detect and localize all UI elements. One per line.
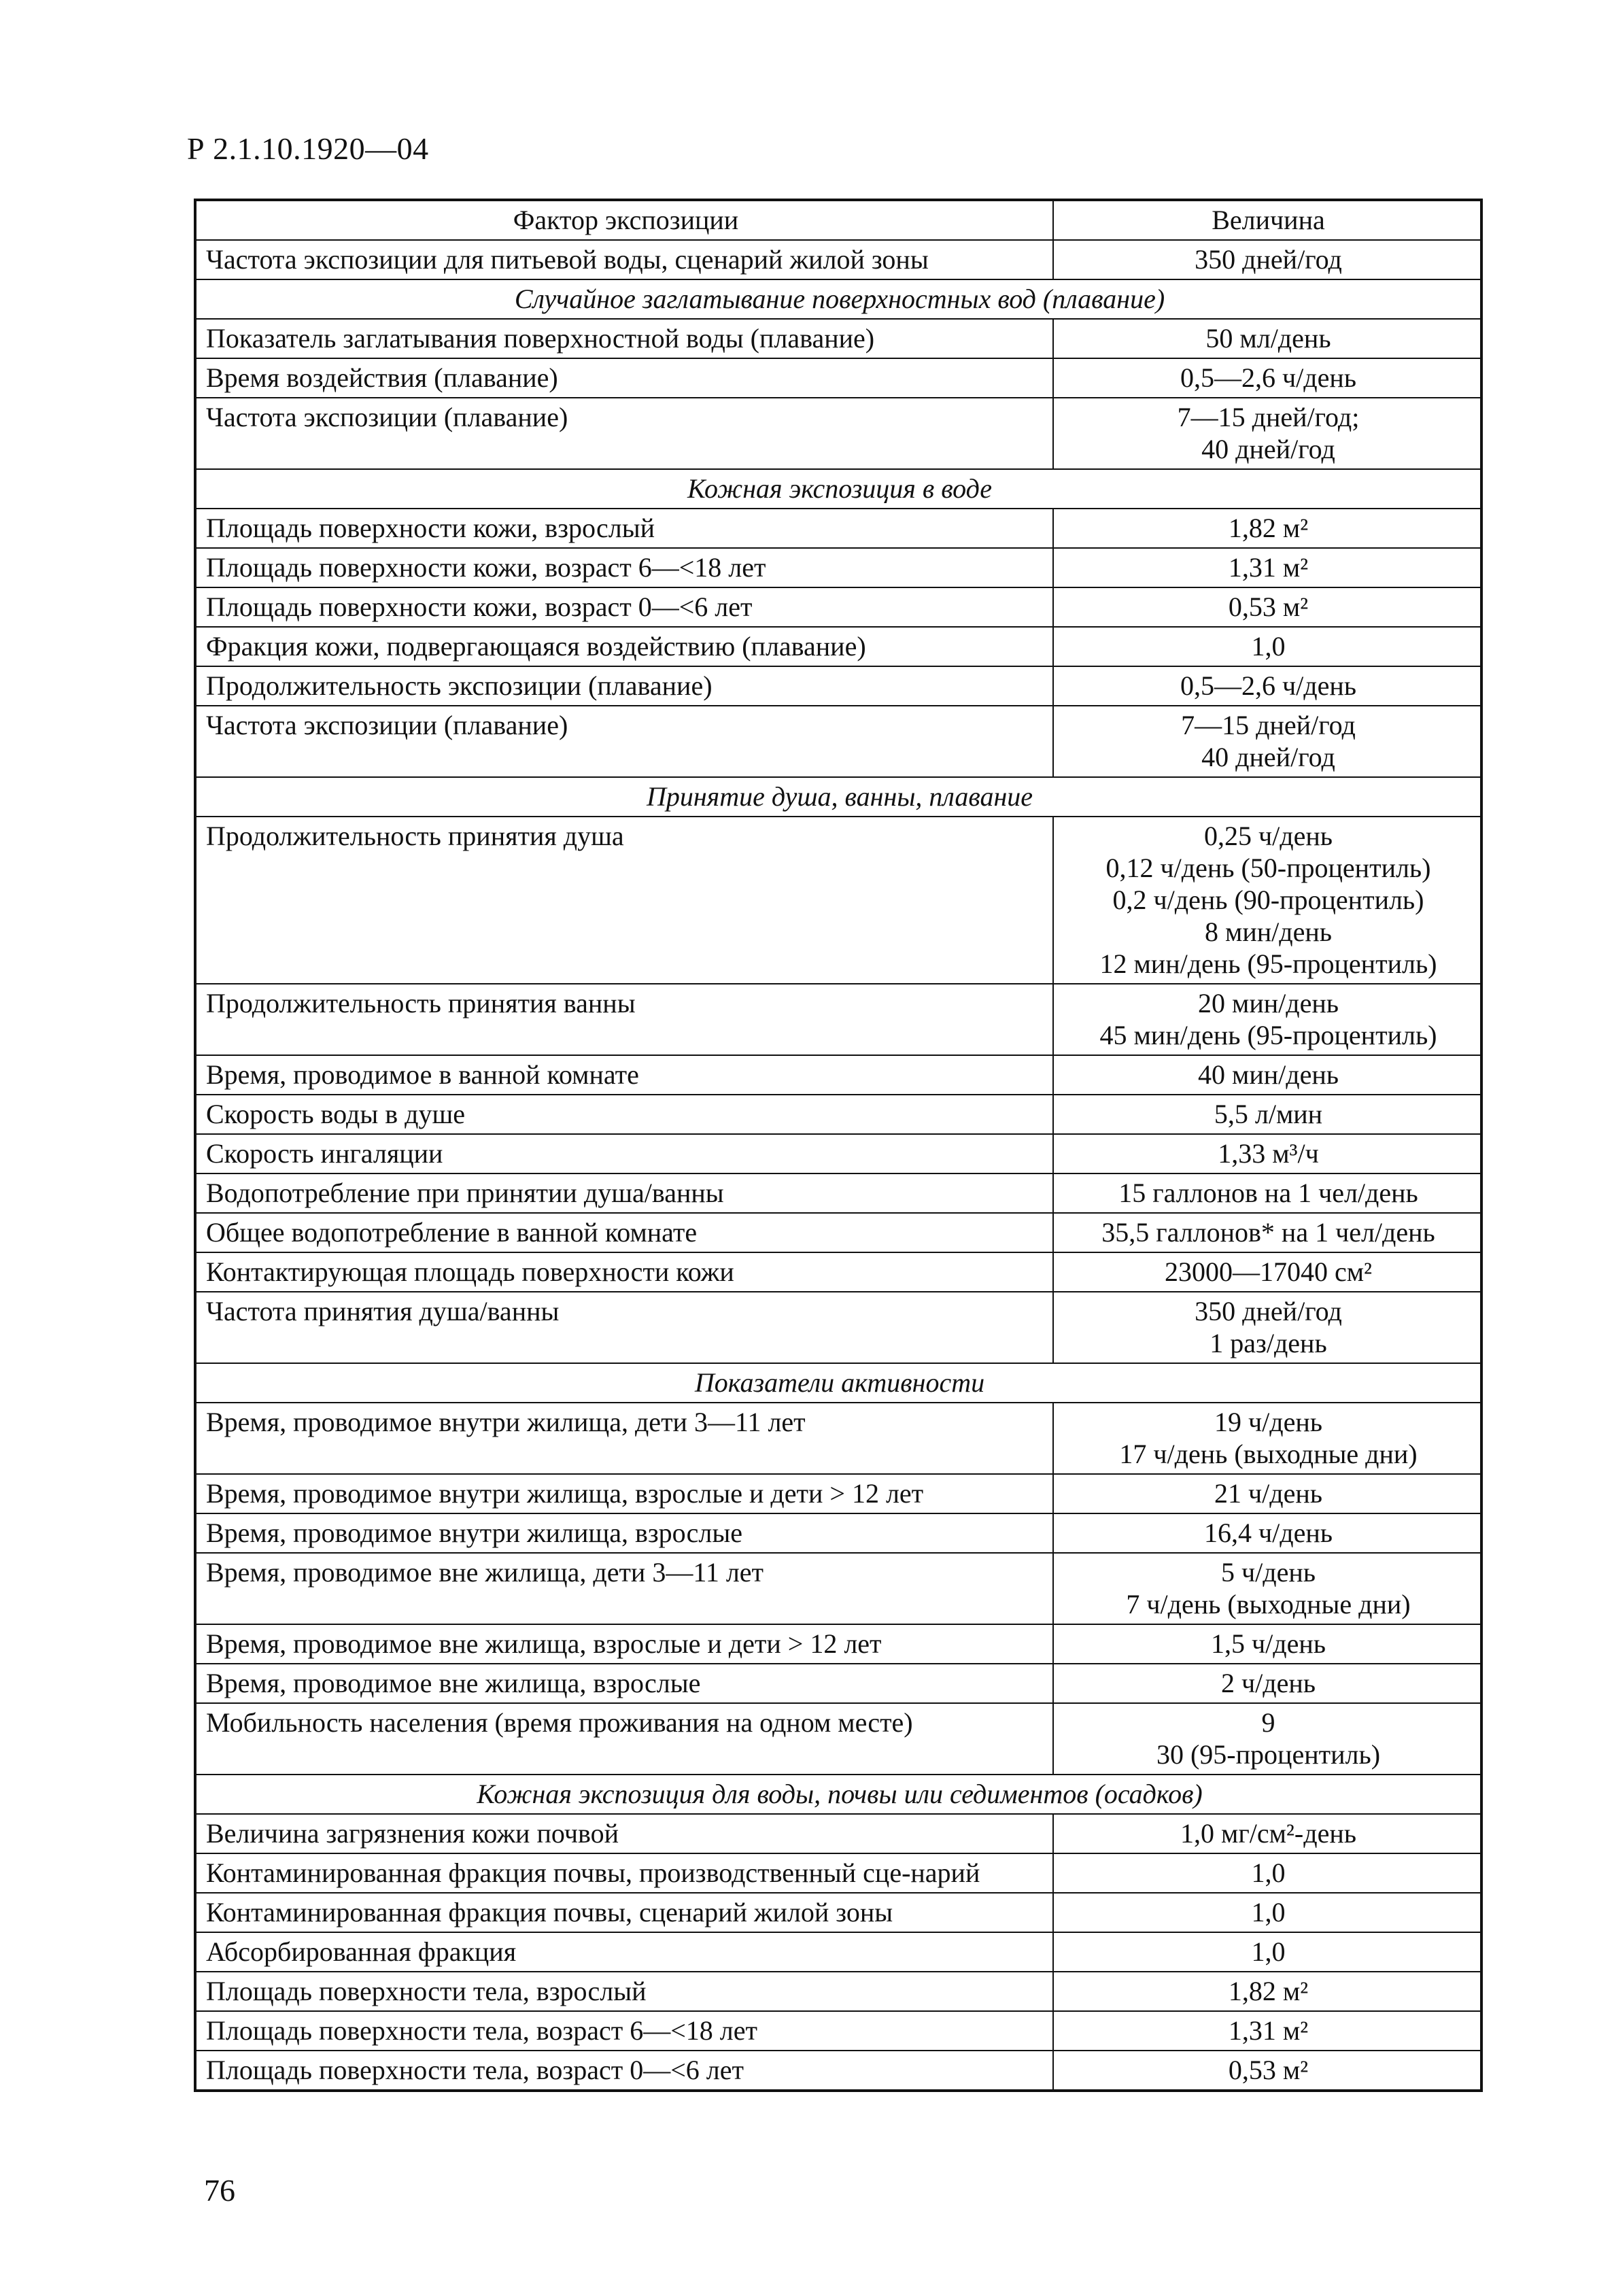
factor-cell: Площадь поверхности кожи, возраст 6—<18 лет [195,548,1053,587]
table-row [195,1173,1481,1213]
value-cell [1053,548,1481,587]
value-line: 0,2 ч/день (90-процентиль) [1112,885,1424,915]
value-cell [1053,1403,1481,1474]
table-row [195,1624,1481,1664]
table-row [195,1134,1481,1173]
value-line: 1 раз/день [1210,1328,1327,1358]
value-line: 12 мин/день (95-процентиль) [1099,948,1437,979]
factor-cell: Площадь поверхности тела, возраст 6—<18 лет [195,2011,1053,2051]
section-title: Показатели активности [195,1363,1481,1403]
value-cell [1053,509,1481,548]
value-line: 23000—17040 см² [1164,1256,1373,1287]
value-line: 17 ч/день (выходные дни) [1119,1439,1418,1469]
table-row [195,2051,1481,2091]
value-cell [1053,2011,1481,2051]
value-line: 1,0 [1251,1897,1286,1927]
value-line: 45 мин/день (95-процентиль) [1099,1020,1437,1050]
value-line: 0,25 ч/день [1204,821,1333,851]
factor-cell: Величина загрязнения кожи почвой [195,1814,1053,1853]
table-body [195,240,1481,2091]
value-cell [1053,1553,1481,1624]
table-row [195,1972,1481,2011]
value-line: 1,82 м² [1228,513,1309,543]
value-cell [1053,319,1481,358]
factor-cell: Мобильность населения (время проживания на одном месте) [195,1703,1053,1775]
value-cell [1053,1703,1481,1775]
value-line: 350 дней/год [1195,244,1342,275]
factor-cell: Частота экспозиции (плавание) [195,706,1053,777]
table-row [195,240,1481,279]
table-row [195,1932,1481,1972]
value-line: 1,31 м² [1228,2015,1309,2046]
section-title: Кожная экспозиция для воды, почвы или седиментов (осадков) [195,1775,1481,1814]
value-cell [1053,984,1481,1055]
value-line: 1,31 м² [1228,552,1309,583]
value-cell [1053,1173,1481,1213]
value-line: 20 мин/день [1198,988,1339,1018]
table-row [195,1553,1481,1624]
value-line: 1,82 м² [1228,1976,1309,2006]
table-row [195,1292,1481,1363]
table-row [195,706,1481,777]
value-line: 30 (95-процентиль) [1156,1739,1381,1770]
table-row [195,548,1481,587]
exposure-factors-table [194,199,1483,2092]
table-row [195,1403,1481,1474]
value-line: 8 мин/день [1205,916,1332,947]
value-cell [1053,1624,1481,1664]
factor-cell: Абсорбированная фракция [195,1932,1053,1972]
value-line: 0,5—2,6 ч/день [1180,670,1356,701]
factor-cell: Фракция кожи, подвергающаяся воздействию (плавание) [195,627,1053,666]
value-line: 0,53 м² [1228,592,1309,622]
value-cell [1053,2051,1481,2091]
table-row [195,1095,1481,1134]
document-code: Р 2.1.10.1920—04 [187,131,429,166]
factor-cell: Водопотребление при принятии душа/ванны [195,1173,1053,1213]
value-line: 0,53 м² [1228,2055,1309,2085]
factor-cell: Продолжительность экспозиции (плавание) [195,666,1053,706]
column-header-value: Величина [1053,200,1481,240]
value-line: 1,0 [1251,631,1286,662]
value-cell [1053,1252,1481,1292]
factor-cell: Площадь поверхности тела, возраст 0—<6 лет [195,2051,1053,2091]
value-cell [1053,817,1481,984]
factor-cell: Скорость воды в душе [195,1095,1053,1134]
section-title: Кожная экспозиция в воде [195,469,1481,509]
value-line: 40 дней/год [1201,742,1335,772]
value-cell [1053,706,1481,777]
table-row [195,1252,1481,1292]
value-cell [1053,240,1481,279]
value-cell [1053,1972,1481,2011]
value-line: 40 дней/год [1201,434,1335,464]
factor-cell: Частота экспозиции для питьевой воды, сценарий жилой зоны [195,240,1053,279]
factor-cell: Контаминированная фракция почвы, производственный сце-нарий [195,1853,1053,1893]
value-cell [1053,1853,1481,1893]
factor-cell: Частота экспозиции (плавание) [195,398,1053,469]
value-line: 40 мин/день [1198,1059,1339,1090]
value-line: 350 дней/год [1195,1296,1342,1326]
value-cell [1053,1474,1481,1513]
factor-cell: Время, проводимое внутри жилища, взрослые [195,1513,1053,1553]
factor-cell: Время, проводимое внутри жилища, взрослые и дети > 12 лет [195,1474,1053,1513]
column-header-factor: Фактор экспозиции [195,200,1053,240]
section-header-row [195,1363,1481,1403]
exposure-factors-table-container [194,199,1480,2092]
factor-cell: Площадь поверхности тела, взрослый [195,1972,1053,2011]
value-line: 7 ч/день (выходные дни) [1126,1589,1411,1620]
table-row [195,1814,1481,1853]
value-cell [1053,1893,1481,1932]
value-cell [1053,1814,1481,1853]
table-row [195,1664,1481,1703]
section-title: Принятие душа, ванны, плавание [195,777,1481,817]
value-line: 1,0 мг/см²-день [1180,1818,1356,1849]
value-cell [1053,1664,1481,1703]
value-line: 5,5 л/мин [1214,1099,1323,1129]
table-row [195,1703,1481,1775]
factor-cell: Время, проводимое вне жилища, дети 3—11 лет [195,1553,1053,1624]
section-header-row [195,279,1481,319]
factor-cell: Время, проводимое в ванной комнате [195,1055,1053,1095]
section-header-row [195,777,1481,817]
table-header-row [195,200,1481,240]
factor-cell: Площадь поверхности кожи, взрослый [195,509,1053,548]
table-row [195,509,1481,548]
value-line: 21 ч/день [1214,1478,1322,1509]
value-line: 1,33 м³/ч [1218,1138,1319,1169]
value-cell [1053,666,1481,706]
factor-cell: Время воздействия (плавание) [195,358,1053,398]
value-line: 16,4 ч/день [1204,1518,1333,1548]
value-line: 15 галлонов на 1 чел/день [1118,1178,1418,1208]
table-row [195,1474,1481,1513]
factor-cell: Контактирующая площадь поверхности кожи [195,1252,1053,1292]
value-cell [1053,587,1481,627]
value-cell [1053,1095,1481,1134]
value-line: 1,5 ч/день [1211,1628,1326,1659]
table-row [195,2011,1481,2051]
factor-cell: Площадь поверхности кожи, возраст 0—<6 лет [195,587,1053,627]
value-cell [1053,1213,1481,1252]
table-row [195,1853,1481,1893]
table-row [195,1055,1481,1095]
table-row [195,319,1481,358]
value-line: 9 [1261,1707,1275,1738]
value-cell [1053,1292,1481,1363]
value-line: 19 ч/день [1214,1407,1322,1437]
factor-cell: Контаминированная фракция почвы, сценарий жилой зоны [195,1893,1053,1932]
table-row [195,398,1481,469]
table-row [195,817,1481,984]
factor-cell: Общее водопотребление в ванной комнате [195,1213,1053,1252]
table-row [195,1213,1481,1252]
value-line: 1,0 [1251,1857,1286,1888]
value-line: 7—15 дней/год [1181,710,1356,740]
value-line: 50 мл/день [1205,323,1331,354]
value-cell [1053,1513,1481,1553]
value-cell [1053,358,1481,398]
section-header-row [195,1775,1481,1814]
table-row [195,1513,1481,1553]
table-row [195,358,1481,398]
value-line: 5 ч/день [1221,1557,1316,1588]
factor-cell: Время, проводимое вне жилища, взрослые [195,1664,1053,1703]
section-header-row [195,469,1481,509]
value-cell [1053,1134,1481,1173]
table-row [195,587,1481,627]
factor-cell: Частота принятия душа/ванны [195,1292,1053,1363]
table-row [195,1893,1481,1932]
value-line: 0,12 ч/день (50-процентиль) [1105,853,1431,883]
value-line: 35,5 галлонов* на 1 чел/день [1101,1217,1435,1248]
value-line: 2 ч/день [1221,1668,1316,1698]
table-row [195,666,1481,706]
value-cell [1053,1932,1481,1972]
table-row [195,627,1481,666]
value-line: 7—15 дней/год; [1177,402,1360,432]
table-row [195,984,1481,1055]
factor-cell: Время, проводимое вне жилища, взрослые и дети > 12 лет [195,1624,1053,1664]
value-cell [1053,1055,1481,1095]
factor-cell: Время, проводимое внутри жилища, дети 3—11 лет [195,1403,1053,1474]
factor-cell: Скорость ингаляции [195,1134,1053,1173]
value-cell [1053,627,1481,666]
factor-cell: Показатель заглатывания поверхностной воды (плавание) [195,319,1053,358]
section-title: Случайное заглатывание поверхностных вод (плавание) [195,279,1481,319]
value-line: 1,0 [1251,1936,1286,1967]
page-number: 76 [204,2173,235,2208]
value-line: 0,5—2,6 ч/день [1180,362,1356,393]
factor-cell: Продолжительность принятия душа [195,817,1053,984]
factor-cell: Продолжительность принятия ванны [195,984,1053,1055]
value-cell [1053,398,1481,469]
